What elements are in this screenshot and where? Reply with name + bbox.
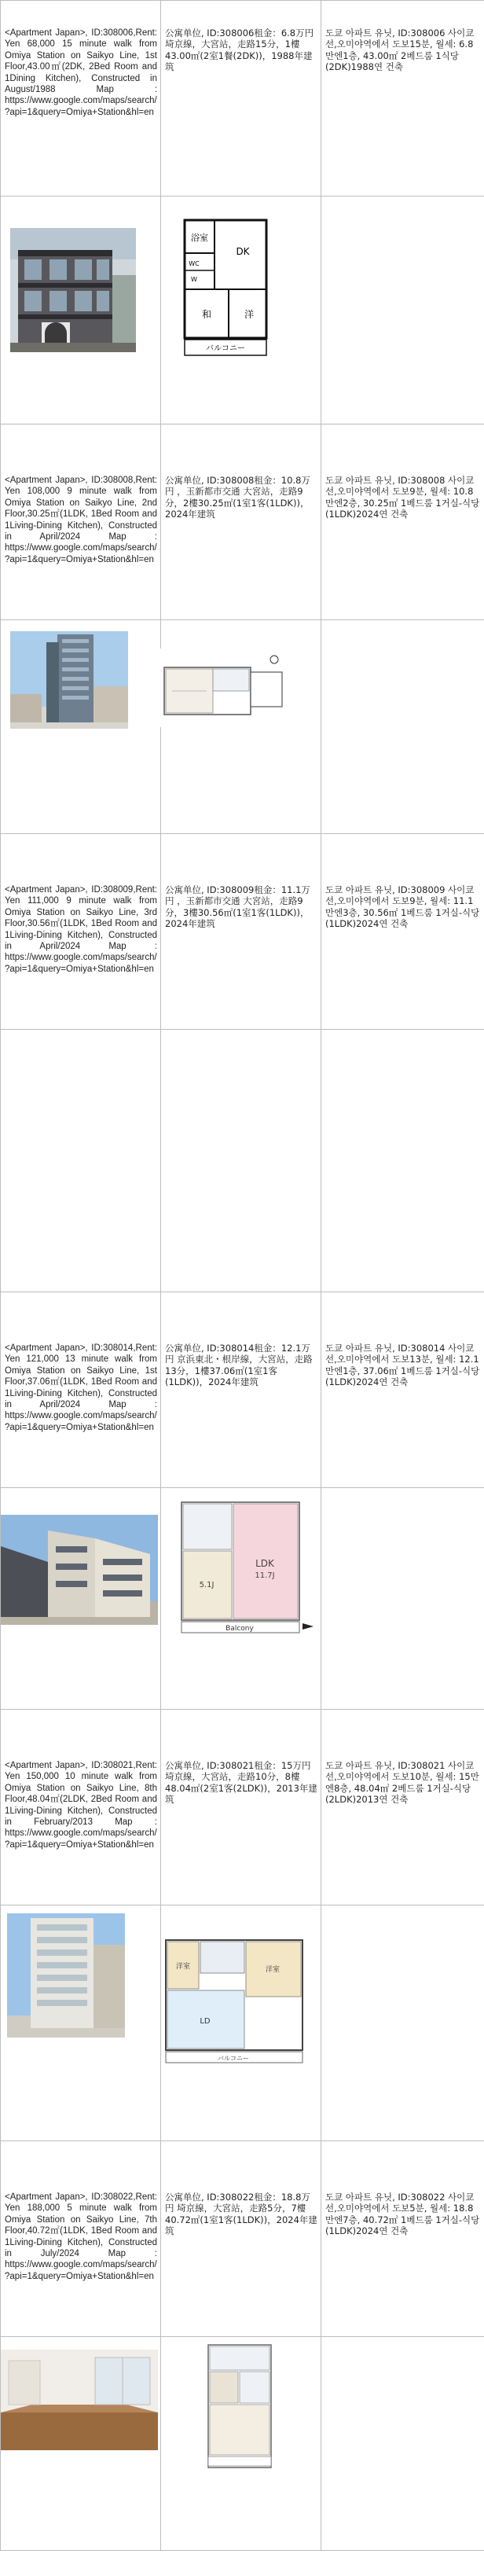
floor-plan-image: [178, 214, 276, 371]
photo-cell: [1, 197, 161, 424]
empty-cell: [321, 620, 484, 834]
building-exterior-photo: [10, 631, 128, 729]
listing-image-row: [1, 1905, 484, 2141]
photo-cell: [1, 1488, 161, 1710]
plan-label-ldk-size: 11.7J: [255, 1571, 275, 1580]
english-description: <Apartment Japan>, ID:308006,Rent: Yen 68,000 15 minute walk from Omiya Station on Saikyo Line, 1st Floor,43.00㎡(2DK, 2Bed Room and 1Dining Kitchen), Constructed in August/1988 Map : https://www.google.com/maps/search/?api=1&query=Omiya+Station&hl=en: [5, 28, 157, 117]
japanese-cell: [161, 1, 321, 197]
english-description: <Apartment Japan>, ID:308021,Rent: Yen 150,000 10 minute walk from Omiya Station on Saikyo Line, 8th Floor,48.04㎡(2LDK, 2Bed Room and 1Living-Dining Kitchen), Constructed in February/2013 Map : https://www.google.com/maps/search/?api=1&query=Omiya+Station&hl=en: [5, 1761, 157, 1850]
english-description: <Apartment Japan>, ID:308008,Rent: Yen 108,000 9 minute walk from Omiya Station on Saikyo Line, 2nd Floor,30.25㎡(1LDK, 1Bed Room and 1Living-Dining Kitchen), Constructed in April/2024 Map : https://www.google.com/maps/search/?api=1&query=Omiya+Station&hl=en: [5, 476, 157, 564]
korean-cell: [321, 2141, 484, 2337]
english-cell: [1, 834, 161, 1030]
korean-description: 도쿄 아파트 유닛, ID:308021 사이쿄 선,오미야역에서 도보10분, 월세: 15만엔8층, 48.04㎡ 2베드룸 1거실-식당(2LDK)2013연 건축: [325, 1760, 479, 1806]
listing-image-row: [1, 1030, 484, 1292]
listing-info-row: [1, 1, 484, 197]
photo-cell: [1, 1030, 161, 1292]
japanese-cell: [161, 2141, 321, 2337]
english-cell: [1, 1, 161, 197]
plan-label-room1: 洋室: [175, 1963, 191, 1971]
english-cell: [1, 1292, 161, 1488]
building-exterior-photo: [10, 228, 136, 352]
plan-label-japanese: 和: [201, 309, 212, 320]
korean-description: 도쿄 아파트 유닛, ID:308008 사이쿄 선,오미야역에서 도보9분, 월세: 10.8만엔2층, 30.25㎡ 1베드룸 1거실-식당(1LDK)2024연 건축: [325, 475, 480, 520]
korean-description: 도쿄 아파트 유닛, ID:308009 사이쿄 선,오미야역에서 도보9분, 월세: 11.1만엔3층, 30.56㎡ 1베드룸 1거실-식당(1LDK)2024연 건축: [325, 884, 480, 930]
plan-cell: [161, 1030, 321, 1292]
floor-plan-image: [175, 1496, 317, 1645]
listing-info-row: [1, 1710, 484, 1905]
korean-cell: [321, 424, 484, 620]
plan-label-dk: DK: [236, 246, 250, 257]
plan-cell: [161, 1488, 321, 1710]
japanese-description: 公寓单位, ID:308009租金：11.1万円 ，玉新都市交通 大宮站，走路9分，3樓30.56㎡(1室1客(1LDK))，2024年建筑: [165, 884, 310, 930]
plan-label-balcony: バルコニー: [206, 344, 245, 353]
japanese-description: 公寓单位, ID:308008租金：10.8万円 ，玉新都市交通 大宮站，走路9分，2樓30.25㎡(1室1客(1LDK))，2024年建筑: [165, 475, 310, 520]
plan-label-wc: WC: [189, 260, 200, 267]
floor-plan-image: [204, 2342, 282, 2472]
listing-image-row: [1, 620, 484, 834]
japanese-cell: [161, 1292, 321, 1488]
empty-cell: [321, 2337, 484, 2551]
floor-plan-image: [161, 1935, 310, 2069]
listing-info-row: [1, 834, 484, 1030]
empty-cell: [321, 1030, 484, 1292]
plan-cell: [161, 2337, 321, 2551]
photo-cell: [1, 1905, 161, 2141]
building-exterior-photo: [7, 1913, 125, 2038]
japanese-description: 公寓单位, ID:308006租金：6.8万円 埼京線，大宮站，走路15分，1樓43.00㎡(2室1餐(2DK))，1988年建筑: [165, 28, 314, 73]
english-description: <Apartment Japan>, ID:308022,Rent: Yen 188,000 5 minute walk from Omiya Station on Saikyo Line, 7th Floor,40.72㎡(1LDK, 1Bed Room and 1Living-Dining Kitchen), Constructed in July/2024 Map : https://www.google.com/maps/search/?api=1&query=Omiya+Station&hl=en: [5, 2192, 157, 2281]
plan-cell: [161, 197, 321, 424]
korean-description: 도쿄 아파트 유닛, ID:308014 사이쿄 선,오미야역에서 도보13분, 월세: 12.1만엔1층, 37.06㎡ 1베드룸 1거실-식당(1LDK)2024연 건축: [325, 1343, 480, 1388]
plan-label-balcony: Balcony: [226, 1625, 254, 1633]
japanese-cell: [161, 834, 321, 1030]
korean-cell: [321, 1292, 484, 1488]
listing-image-row: [1, 197, 484, 424]
plan-cell: [161, 620, 321, 834]
japanese-description: 公寓单位, ID:308021租金：15万円 埼京線，大宮站，走路10分，8樓48.04㎡(2室1客(2LDK))，2013年建筑: [165, 1760, 317, 1806]
korean-description: 도쿄 아파트 유닛, ID:308006 사이쿄 선,오미야역에서 도보15분, 월세: 6.8만엔1층, 43.00㎡ 2베드룸 1식당(2DK)1988연 건축: [325, 28, 475, 73]
english-description: <Apartment Japan>, ID:308009,Rent: Yen 111,000 9 minute walk from Omiya Station on Saikyo Line, 3rd Floor,30.56㎡(1LDK, 1Bed Room and 1Living-Dining Kitchen), Constructed in April/2024 Map : https://www.google.com/maps/search/?api=1&query=Omiya+Station&hl=en: [5, 885, 157, 974]
empty-cell: [321, 197, 484, 424]
english-description: <Apartment Japan>, ID:308014,Rent: Yen 121,000 13 minute walk from Omiya Station on Saikyo Line, 1st Floor,37.06㎡(1LDK, 1Bed Room and 1Living-Dining Kitchen), Constructed in April/2024 Map : https://www.google.com/maps/search/?api=1&query=Omiya+Station&hl=en: [5, 1343, 157, 1432]
japanese-description: 公寓单位, ID:308014租金：12.1万円 京浜東北・根岸線，大宮站，走路13分，1樓37.06㎡(1室1客(1LDK))，2024年建筑: [165, 1343, 313, 1388]
plan-label-room2: 洋室: [265, 1966, 280, 1974]
listing-image-row: [1, 2337, 484, 2551]
floor-plan-image: [156, 649, 290, 727]
listing-info-row: [1, 1292, 484, 1488]
listing-info-row: [1, 2141, 484, 2337]
photo-cell: [1, 2337, 161, 2551]
plan-label-balcony: バルコニー: [218, 2055, 249, 2062]
plan-label-ld: LD: [200, 2017, 211, 2026]
listing-info-row: [1, 424, 484, 620]
english-cell: [1, 1710, 161, 1905]
korean-cell: [321, 1710, 484, 1905]
plan-label-bath: 浴室: [191, 233, 208, 243]
interior-room-photo: [1, 2350, 158, 2450]
korean-description: 도쿄 아파트 유닛, ID:308022 사이쿄 선,오미야역에서 도보5분, 월세: 18.8만엔7층, 40.72㎡ 1베드룸 1거실-식당(1LDK)2024연 건축: [325, 2192, 480, 2237]
japanese-cell: [161, 1710, 321, 1905]
plan-label-room-size: 5.1J: [199, 1581, 214, 1589]
korean-cell: [321, 834, 484, 1030]
plan-cell: [161, 1905, 321, 2141]
listing-image-row: [1, 1488, 484, 1710]
photo-cell: [1, 620, 161, 834]
empty-cell: [321, 1905, 484, 2141]
japanese-description: 公寓单位, ID:308022租金：18.8万円 埼京線，大宮站，走路5分，7樓40.72㎡(1室1客(1LDK))，2024年建筑: [165, 2192, 317, 2237]
english-cell: [1, 424, 161, 620]
plan-label-w: W: [191, 276, 197, 283]
english-cell: [1, 2141, 161, 2337]
building-exterior-photo: [1, 1515, 158, 1625]
japanese-cell: [161, 424, 321, 620]
empty-cell: [321, 1488, 484, 1710]
plan-label-ldk: LDK: [255, 1558, 274, 1569]
korean-cell: [321, 1, 484, 197]
plan-label-western: 洋: [244, 309, 255, 320]
